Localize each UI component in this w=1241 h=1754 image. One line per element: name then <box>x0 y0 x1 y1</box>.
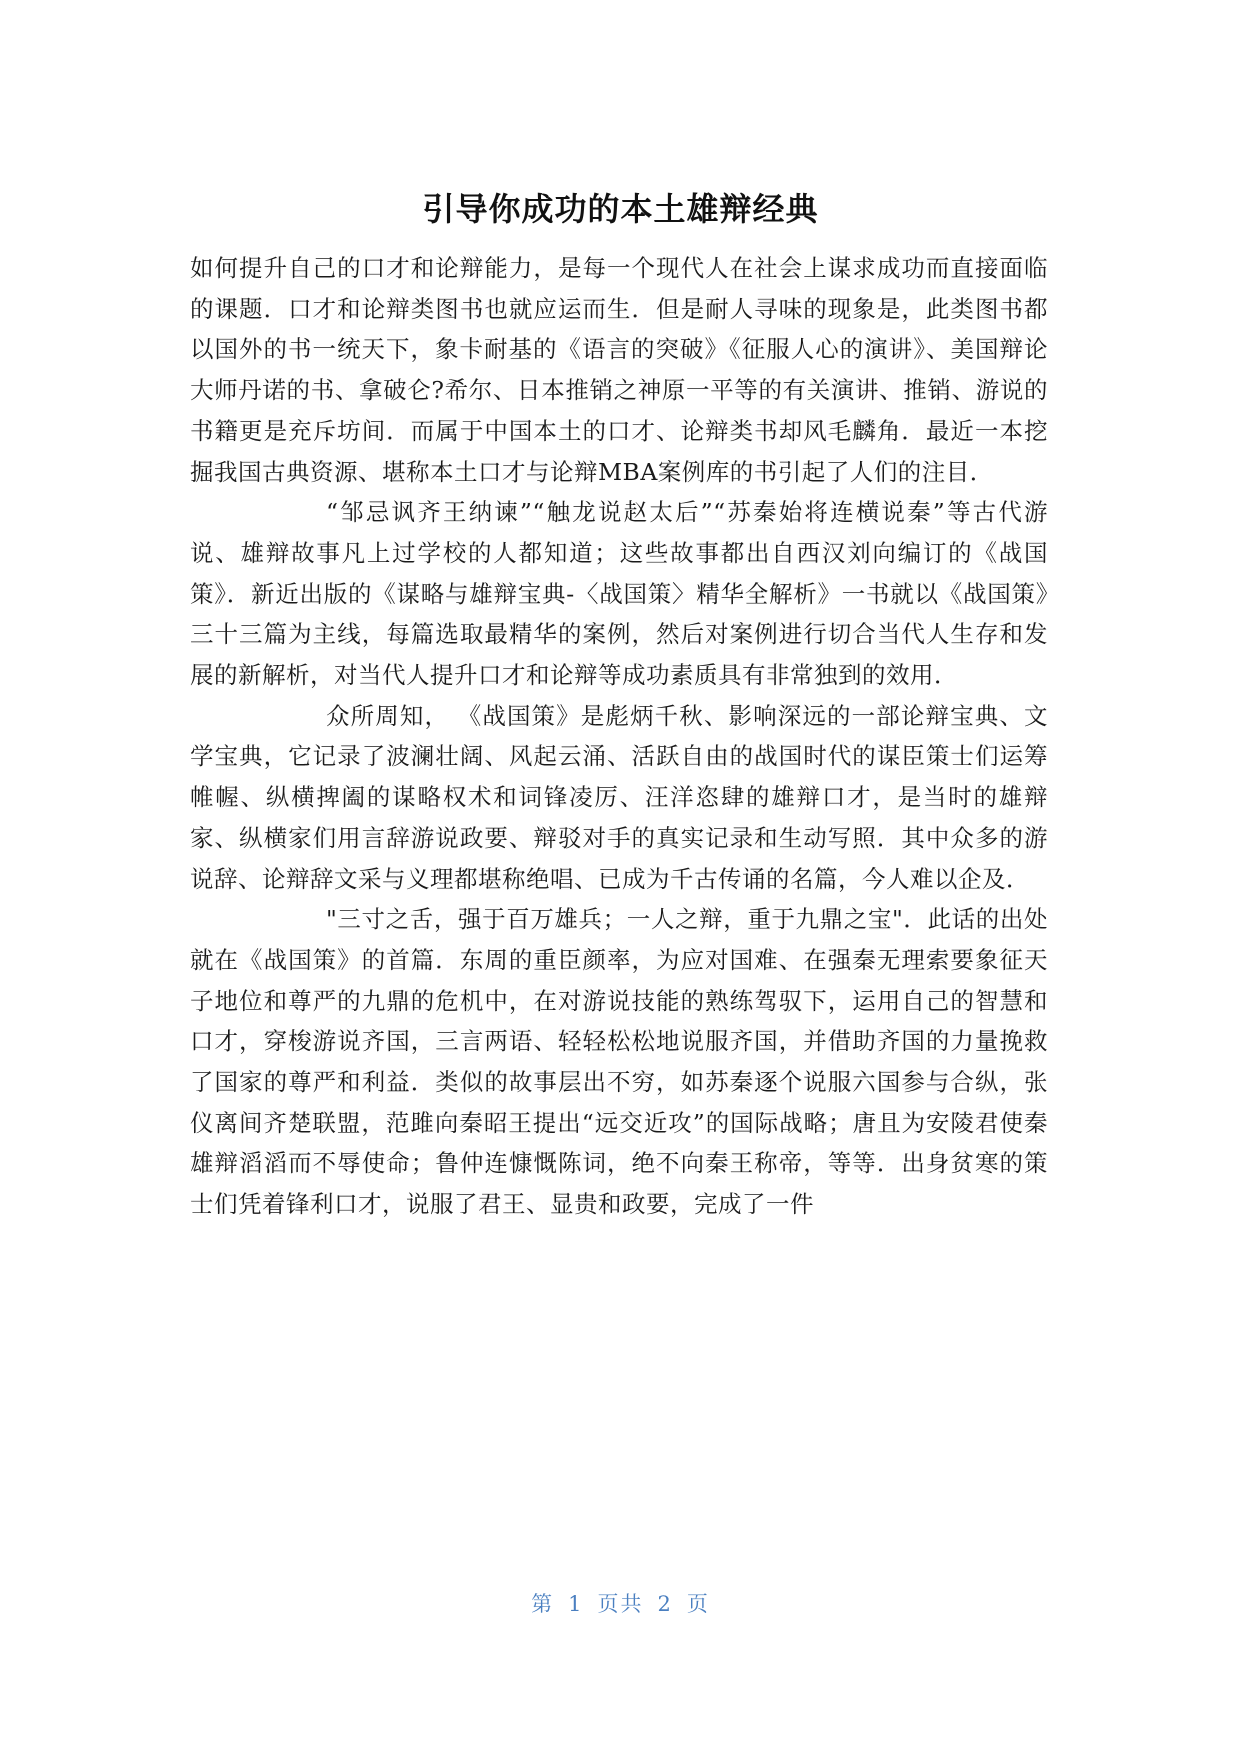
document-title: 引导你成功的本土雄辩经典 <box>422 190 819 228</box>
document-body <box>190 248 1048 1225</box>
page-footer <box>0 1590 1241 1618</box>
footer-suffix: 页 <box>686 1592 710 1616</box>
paragraph-2: “邹忌讽齐王纳谏”“触龙说赵太后”“苏秦始将连横说秦”等古代游说、雄辩故事凡上过学校的人都知道；这些故事都出自西汉刘向编订的《战国策》．新近出版的《谋略与雄辩宝典-〈战国策〉精华全解析》一书就以《战国策》三十三篇为主线，每篇选取最精华的案例，然后对案例进行切合当代人生存和发展的新解析，对当代人提升口才和论辩等成功素质具有非常独到的效用． <box>190 498 1048 690</box>
footer-prefix: 第 <box>531 1592 555 1616</box>
paragraph-4: "三寸之舌，强于百万雄兵；一人之辩，重于九鼎之宝"．此话的出处就在《战国策》的首篇．东周的重臣颜率，为应对国难、在强秦无理索要象征天子地位和尊严的九鼎的危机中，在对游说技能的熟练驾驭下，运用自己的智慧和口才，穿梭游说齐国，三言两语、轻轻松松地说服齐国，并借助齐国的力量挽救了国家的尊严和利益．类似的故事层出不穷，如苏秦逐个说服六国参与合纵，张仪离间齐楚联盟，范雎向秦昭王提出“远交近攻”的国际战略；唐且为安陵君使秦雄辩滔滔而不辱使命；鲁仲连慷慨陈词，绝不向秦王称帝，等等．出身贫寒的策士们凭着锋利口才，说服了君王、显贵和政要，完成了一件 <box>190 905 1048 1219</box>
paragraph-3: 众所周知， 《战国策》是彪炳千秋、影响深远的一部论辩宝典、文学宝典，它记录了波澜壮阔、风起云涌、活跃自由的战国时代的谋臣策士们运筹帷幄、纵横捭阖的谋略权术和词锋凌厉、汪洋恣肆的雄辩口才，是当时的雄辩家、纵横家们用言辞游说政要、辩驳对手的真实记录和生动写照．其中众多的游说辞、论辩辞文采与义理都堪称绝唱、已成为千古传诵的名篇，今人难以企及． <box>190 701 1048 893</box>
paragraph-1: 如何提升自己的口才和论辩能力，是每一个现代人在社会上谋求成功而直接面临的课题．口才和论辩类图书也就应运而生．但是耐人寻味的现象是，此类图书都以国外的书一统天下，象卡耐基的《语言的突破》《征服人心的演讲》、美国辩论大师丹诺的书、拿破仑?希尔、日本推销之神原一平等的有关演讲、推销、游说的书籍更是充斥坊间．而属于中国本土的口才、论辩类书却风毛麟角．最近一本挖掘我国古典资源、堪称本土口才与论辩MBA案例库的书引起了人们的注目． <box>190 254 1048 486</box>
footer-middle: 页共 <box>597 1592 644 1616</box>
footer-total-pages: 2 <box>657 1592 673 1616</box>
footer-current-page: 1 <box>568 1592 584 1616</box>
